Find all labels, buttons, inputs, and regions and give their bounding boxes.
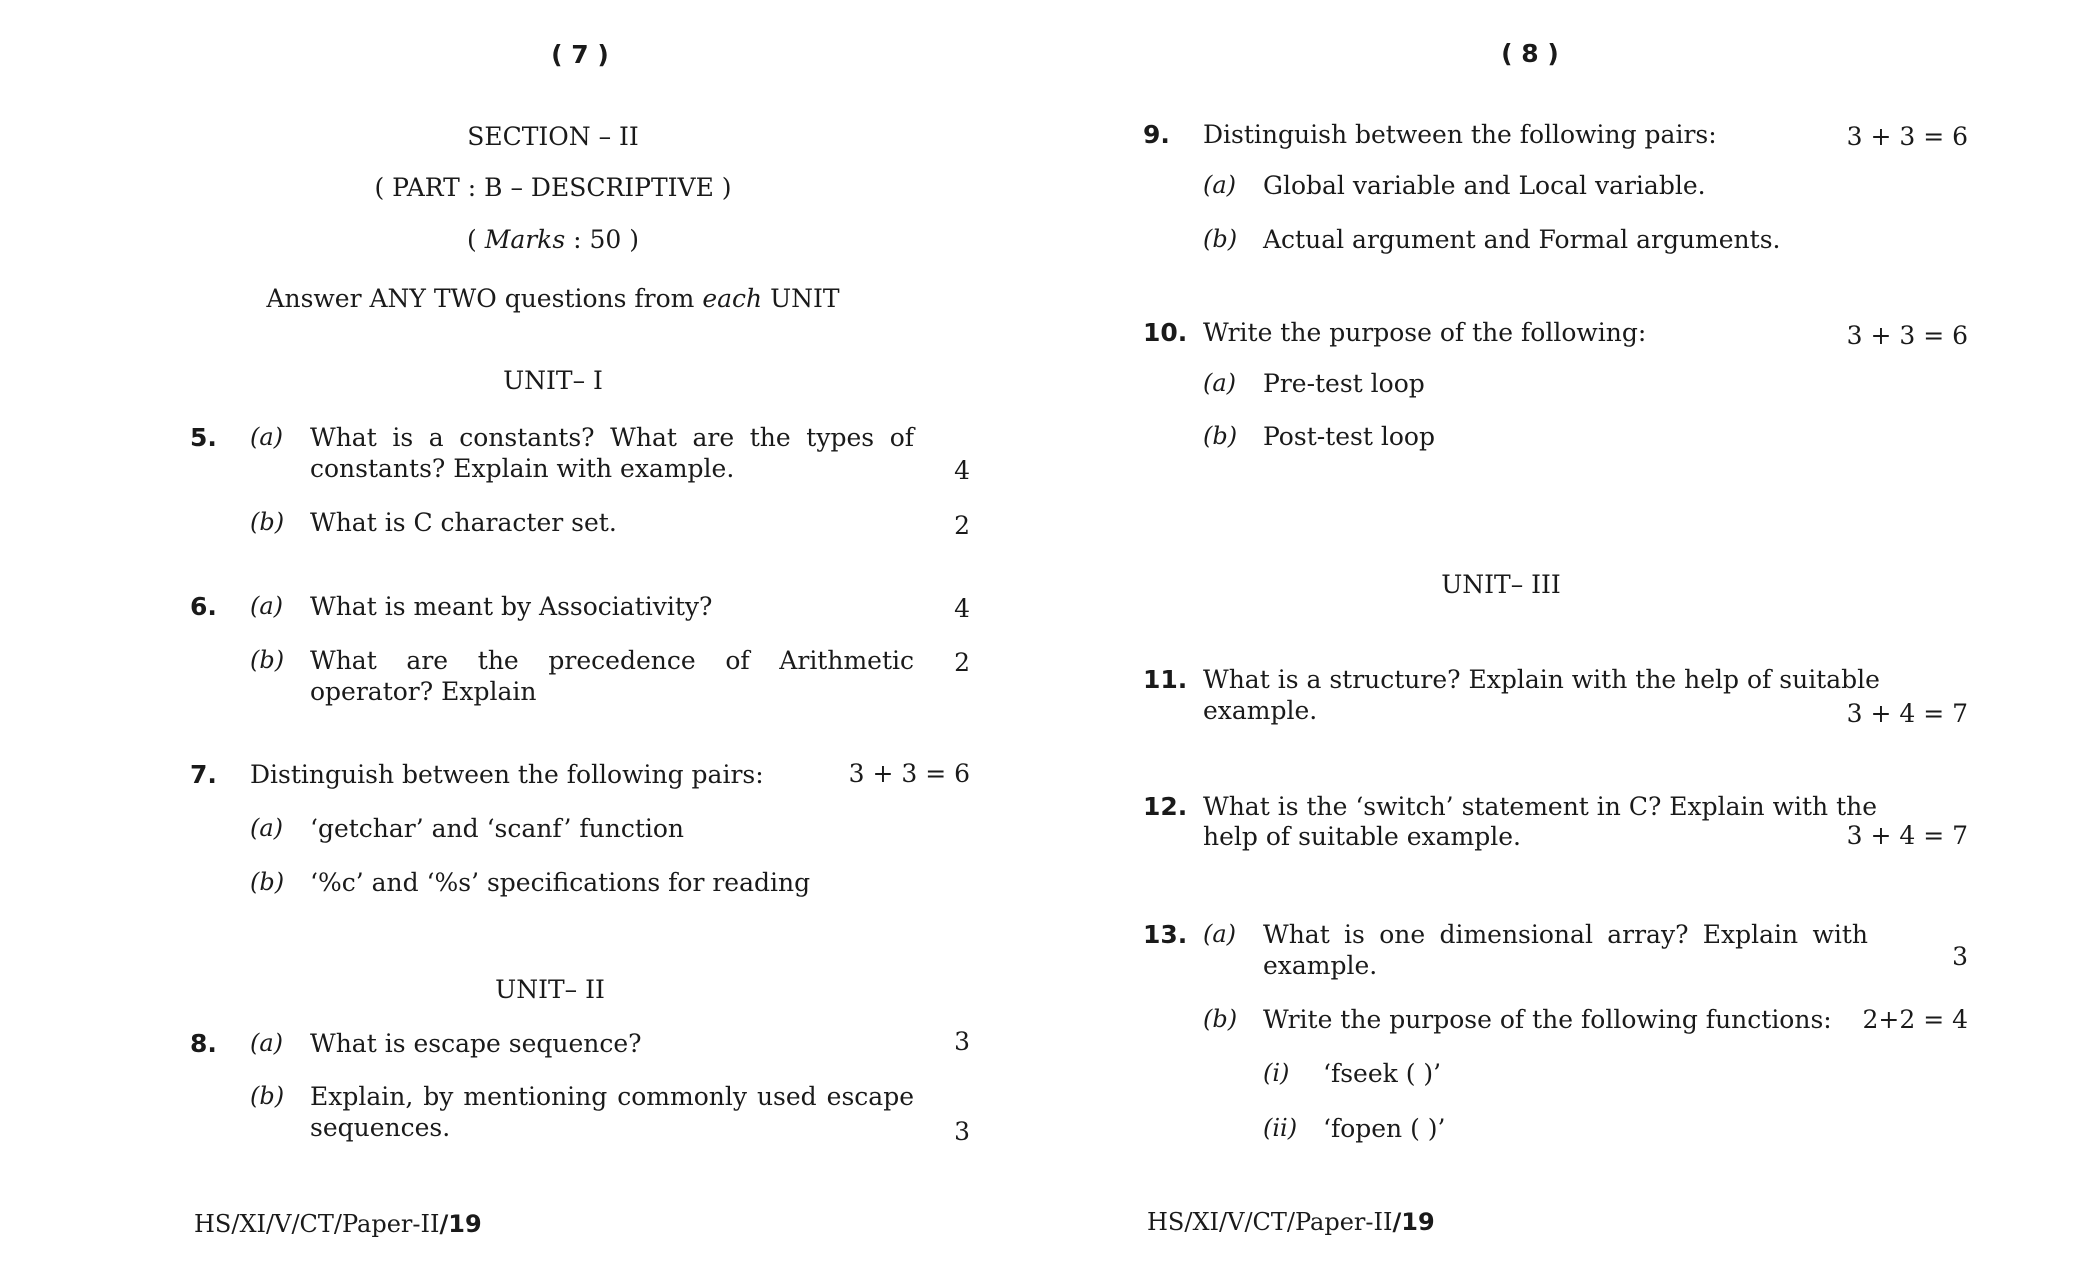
question-marks: 3 — [954, 1117, 970, 1146]
question-text: ‘getchar’ and ‘scanf’ function — [310, 814, 685, 843]
question-text: ‘%c’ and ‘%s’ specifications for reading — [310, 868, 811, 897]
question-text-line: example. — [1203, 696, 1318, 725]
right-page — [1050, 0, 2100, 1275]
instruction-pre: Answer ANY TWO questions from — [266, 284, 703, 313]
sub-label: (a) — [250, 814, 284, 842]
question-marks: 3 + 3 = 6 — [848, 759, 970, 788]
question-number: 12. — [1143, 792, 1188, 821]
question-marks: 3 + 4 = 7 — [1846, 699, 1968, 728]
page-number: ( 7 ) — [551, 40, 609, 69]
question-text: Pre-test loop — [1263, 369, 1425, 398]
question-marks: 3 + 4 = 7 — [1846, 821, 1968, 850]
question-marks: 3 — [954, 1027, 970, 1056]
question-text: Global variable and Local variable. — [1263, 171, 1706, 200]
sub-sub-label: (ii) — [1263, 1114, 1298, 1142]
sub-label: (a) — [1203, 920, 1237, 948]
sub-label: (b) — [250, 868, 285, 896]
footer-code — [194, 1210, 482, 1238]
part-heading: ( PART : B – DESCRIPTIVE ) — [374, 173, 732, 202]
question-text: Actual argument and Formal arguments. — [1263, 225, 1781, 254]
question-marks: 2 — [954, 648, 970, 677]
question-marks: 4 — [954, 594, 970, 623]
footer-code — [1147, 1208, 1435, 1236]
sub-label: (a) — [250, 1029, 284, 1057]
instruction-post: UNIT — [762, 284, 840, 313]
question-marks: 2 — [954, 511, 970, 540]
question-text: What is meant by Associativity? — [310, 592, 713, 621]
question-number: 7. — [190, 760, 217, 789]
footer-page-count: /19 — [1392, 1208, 1435, 1236]
question-text: Distinguish between the following pairs: — [250, 760, 764, 789]
question-marks: 2+2 = 4 — [1862, 1005, 1968, 1034]
question-text: What is one dimensional array? Explain with example. — [1263, 920, 1868, 980]
sub-label: (b) — [250, 646, 285, 674]
question-marks: 4 — [954, 456, 970, 485]
question-number: 8. — [190, 1029, 217, 1058]
question-number: 10. — [1143, 318, 1188, 347]
question-text-line: What is the ‘switch’ statement in C? Explain with the — [1203, 792, 1878, 821]
sub-label: (a) — [250, 423, 284, 451]
footer-page-count: /19 — [439, 1210, 482, 1238]
sub-label: (b) — [250, 508, 285, 536]
question-text: ‘fseek ( )’ — [1323, 1059, 1442, 1088]
marks-close: : 50 ) — [565, 225, 639, 254]
section-heading: SECTION – II — [467, 122, 639, 151]
sub-label: (b) — [1203, 422, 1238, 450]
question-text: What is escape sequence? — [310, 1029, 642, 1058]
sub-label: (b) — [1203, 1005, 1238, 1033]
question-text: Distinguish between the following pairs: — [1203, 120, 1717, 149]
footer-code-text: HS/XI/V/CT/Paper-II — [194, 1210, 440, 1238]
question-text-line: help of suitable example. — [1203, 822, 1521, 851]
question-marks: 3 + 3 = 6 — [1846, 321, 1968, 350]
sub-label: (b) — [250, 1082, 285, 1110]
sub-label: (b) — [1203, 225, 1238, 253]
question-text: Write the purpose of the following: — [1203, 318, 1647, 347]
question-number: 13. — [1143, 920, 1188, 949]
sub-label: (a) — [1203, 171, 1237, 199]
unit-heading: UNIT– I — [503, 366, 603, 395]
question-text-line: What is a structure? Explain with the help of suitable — [1203, 665, 1880, 694]
question-text: Write the purpose of the following functions: — [1263, 1005, 1832, 1034]
question-text: What are the precedence of Arithmetic operator? Explain — [310, 646, 914, 706]
unit-heading: UNIT– II — [495, 975, 605, 1004]
marks-open: ( — [467, 225, 485, 254]
question-text: ‘fopen ( )’ — [1323, 1114, 1446, 1143]
question-number: 11. — [1143, 665, 1188, 694]
footer-code-text: HS/XI/V/CT/Paper-II — [1147, 1208, 1393, 1236]
question-marks: 3 — [1952, 942, 1968, 971]
question-number: 5. — [190, 423, 217, 452]
question-number: 9. — [1143, 120, 1170, 149]
marks-label: Marks — [484, 225, 566, 254]
question-text: Explain, by mentioning commonly used escape sequences. — [310, 1082, 914, 1142]
unit-heading: UNIT– III — [1441, 570, 1561, 599]
page-number: ( 8 ) — [1501, 39, 1559, 68]
question-text: What is C character set. — [310, 508, 617, 537]
question-marks: 3 + 3 = 6 — [1846, 122, 1968, 151]
marks-heading — [467, 224, 639, 255]
question-number: 6. — [190, 592, 217, 621]
sub-sub-label: (i) — [1263, 1059, 1290, 1087]
sub-label: (a) — [1203, 369, 1237, 397]
sub-label: (a) — [250, 592, 284, 620]
instruction-em: each — [702, 284, 763, 313]
question-text: What is a constants? What are the types of constants? Explain with example. — [310, 423, 914, 483]
instruction — [266, 283, 839, 314]
question-text: Post-test loop — [1263, 422, 1435, 451]
